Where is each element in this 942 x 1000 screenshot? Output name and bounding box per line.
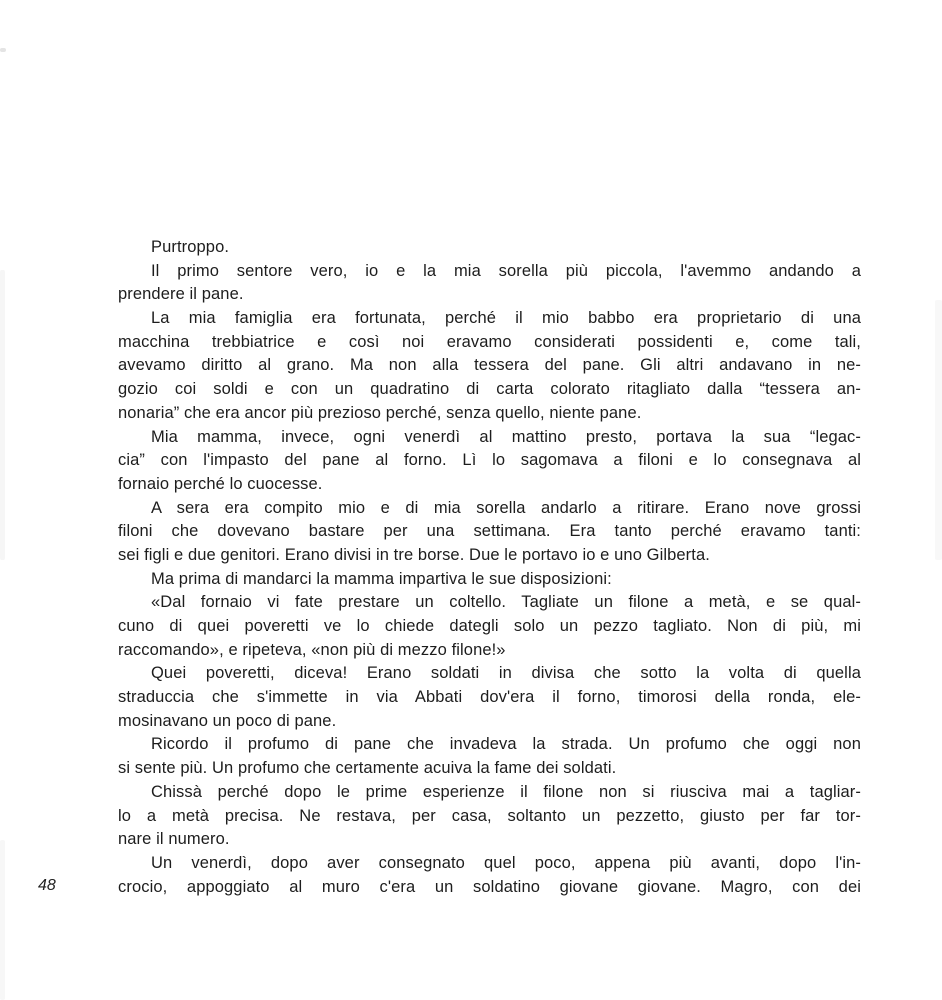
- text-line: lo a metà precisa. Ne restava, per casa, soltanto un pezzetto, giusto per far tor-: [118, 806, 861, 825]
- text-line: sei figli e due genitori. Erano divisi in tre borse. Due le portavo io e uno Gilberta.: [118, 545, 710, 564]
- text-line: Purtroppo.: [151, 238, 230, 256]
- text-line: Il primo sentore vero, io e la mia sorella più piccola, l'avemmo andando a: [151, 261, 861, 280]
- scan-artifact: [0, 48, 6, 52]
- text-line: La mia famiglia era fortunata, perché il mio babbo era proprietario di una: [151, 309, 861, 328]
- text-line: Ma prima di mandarci la mamma impartiva le sue disposizioni:: [151, 569, 612, 588]
- text-line: Un venerdì, dopo aver consegnato quel poco, appena più avanti, dopo l'in-: [151, 853, 861, 872]
- text-line: Quei poveretti, diceva! Erano soldati in divisa che sotto la volta di quella: [151, 664, 861, 683]
- text-line: Chissà perché dopo le prime esperienze il filone non si riusciva mai a tagliar-: [151, 782, 861, 801]
- text-line: A sera era compito mio e di mia sorella andarlo a ritirare. Erano nove grossi: [151, 498, 861, 517]
- text-line: macchina trebbiatrice e così noi eravamo considerati possidenti e, come tali,: [118, 332, 861, 351]
- text-line: gozio coi soldi e con un quadratino di carta colorato ritagliato dalla “tessera an-: [118, 380, 861, 399]
- text-line: prendere il pane.: [118, 285, 244, 304]
- text-line: crocio, appoggiato al muro c'era un soldatino giovane giovane. Magro, con dei: [118, 877, 861, 896]
- text-line: «Dal fornaio vi fate prestare un coltello. Tagliate un filone a metà, e se qual-: [151, 593, 861, 612]
- text-line: cuno di quei poveretti ve lo chiede dategli solo un pezzo tagliato. Non di più, mi: [118, 617, 861, 635]
- scan-artifact: [935, 300, 942, 560]
- text-line: mosinavano un poco di pane.: [118, 711, 337, 730]
- text-line: Ricordo il profumo di pane che invadeva la strada. Un profumo che oggi non: [151, 735, 861, 754]
- scan-artifact: [0, 840, 5, 1000]
- text-line: straduccia che s'immette in via Abbati dov'era il forno, timorosi della ronda, ele-: [118, 688, 861, 707]
- text-line: cia” con l'impasto del pane al forno. Lì lo sagomava a filoni e lo consegnava al: [118, 451, 861, 470]
- text-line: filoni che dovevano bastare per una settimana. Era tanto perché eravamo tanti:: [118, 522, 861, 541]
- page-number: 48: [38, 877, 56, 894]
- text-line: nare il numero.: [118, 830, 230, 849]
- text-line: nonaria” che era ancor più prezioso perché, senza quello, niente pane.: [118, 403, 642, 422]
- text-line: avevamo diritto al grano. Ma non alla tessera del pane. Gli altri andavano in ne-: [118, 356, 861, 375]
- text-line: raccomando», e ripeteva, «non più di mezzo filone!»: [118, 640, 506, 659]
- text-line: fornaio perché lo cuocesse.: [118, 474, 323, 493]
- body-text: [118, 236, 861, 899]
- text-line: si sente più. Un profumo che certamente acuiva la fame dei soldati.: [118, 759, 617, 778]
- scan-artifact: [0, 270, 5, 560]
- text-line: Mia mamma, invece, ogni venerdì al mattino presto, portava la sua “legac-: [151, 427, 861, 446]
